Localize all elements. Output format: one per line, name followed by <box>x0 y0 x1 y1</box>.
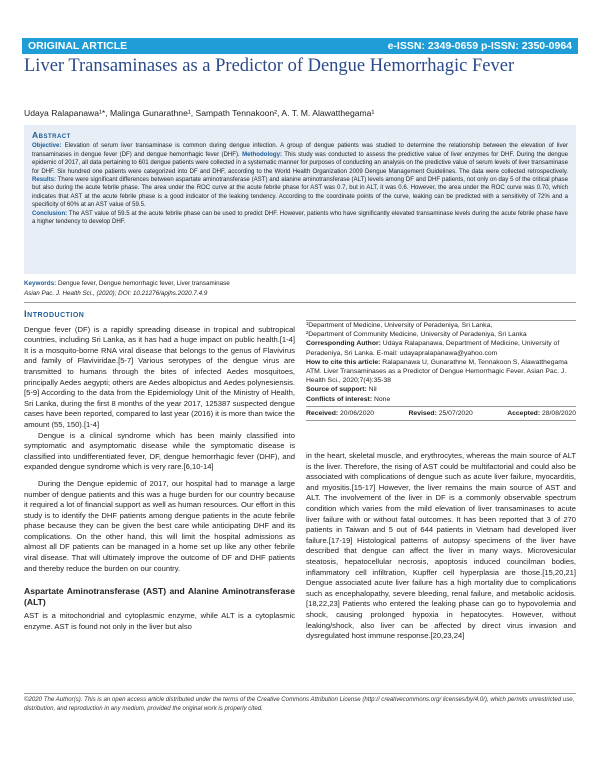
corresponding-text: Udaya Ralapanawa, Department of Medicine, University of Peradeniya, Sri Lanka. E-mail: udayapralapanawa@yahoo.com <box>306 340 560 357</box>
support-label: Source of support: <box>306 386 367 394</box>
abstract-text <box>32 142 568 226</box>
right-column-body <box>306 451 576 642</box>
article-type-label: ORIGINAL ARTICLE <box>28 40 128 52</box>
results-text: There were significant differences between aspartate aminotransferase (AST) and alanine aminotransferase (ALT) levels among DF and DHF patients, not only on day 5 of the critical phase but also during the acute febrile phase. The area under the ROC curve at the acute febrile phase for AST was 0.7, but in ALT, it was 0.6. However, the area under the ROC curve was 0.70, which indicates that AST at the acute febrile phase is a good indicator of the leaking tendency. According to the coordinate points of the curve, leaking can be predicted with a sensitivity of 72% and a specificity of 60% at an AST value of 59.5. <box>32 176 568 209</box>
affiliation-1: ¹Department of Medicine, University of Peradeniya, Sri Lanka, <box>306 322 493 329</box>
left-column <box>24 310 295 632</box>
intro-paragraph-1: Dengue fever (DF) is a rapidly spreading disease in tropical and subtropical countries, including Sri Lanka, as it has had a huge impact on public health.[1-4] It is a mosquito-borne RNA viral disease that belongs to the genus of Flavivirus and family of Flaviviridae.[5-7] Various serotypes of the dengue virus are transmitted to humans through the bites of infected Aedes mosquitoes, principally Aedes aegypti; others are Aedes albopictus and Aedes polynesiensis.[5-9] According to the data from the Epidemiology Unit of the Ministry of Health, Sri Lanka, during the first 8 months of the year 2017, 125387 suspected dengue cases have been reported, compared to last year (2016) it is more than twice the amount (55, 150).[1-4] <box>24 324 295 429</box>
journal-banner <box>22 38 578 54</box>
article-info-box <box>306 320 576 421</box>
keywords-text: Dengue fever, Dengue hemorrhagic fever, Liver transaminase <box>56 280 230 287</box>
divider <box>24 302 576 303</box>
conflict-text: None <box>372 395 391 403</box>
keywords-label: Keywords: <box>24 280 57 287</box>
article-dates <box>306 406 576 421</box>
keywords <box>24 279 230 289</box>
conclusion-label: Conclusion: <box>32 209 68 217</box>
revised-date: 25/07/2020 <box>436 409 473 417</box>
ast-paragraph-1: AST is a mitochondrial and cytoplasmic enzyme, while ALT is a cytoplasmic enzyme. AST is found not only in the liver but also <box>24 611 295 631</box>
journal-citation: Asian Pac. J. Health Sci., (2020); DOI: 10.21276/apjhs.2020.7.4.9 <box>24 290 208 297</box>
methodology-text: This study was conducted to assess the predictive value of liver enzymes for DHF. During the dengue epidemic of 2017, all data pertaining to 601 dengue patients were collected in a systematic manner for purposes of conducting an analysis on the predictive value of serum levels of liver transaminase for DHF. Six hundred one patients were categorized into DF and DHF, according to the World Health Organization 2009 Dengue Management Guidelines. The data were collected retrospectively. <box>32 150 568 175</box>
right-paragraph-1: in the heart, skeletal muscle, and erythrocytes, whereas the main source of ALT is the liver. Therefore, the rising of AST could be multifactorial and could also be associated with complications of dengue such as acute liver failure, myocarditis, and myositis.[15-17] However, the liver remains the main source of AST and ALT. The involvement of the liver in DF is a commonly observable spectrum condition which varies from the mild elevation of liver transaminases to acute liver failure with or without fatal outcomes. It has been reported that 3 of 270 patients in Taiwan and 5 out of 644 patients in Vietnam had developed liver failure.[17-19] Histological patterns of autopsy specimens of the liver have described that dengue can affect the liver in many ways. Microvesicular steatosis, hepatocellular necrosis, apoptosis induced councilman bodies, inflammatory cell infiltration, Kupffer cell hyperplasia are those.[15,20,21] Dengue associated acute liver failure has a high mortality due to complications such as encephalopathy, severe bleeding, renal failure, and metabolic acidosis.[18,22,23] Patients who entered the leaking phase can go to hypovolemia and shock, causing prolonged hypoxia in hepatocytes. However, without leaking/shock, also liver can be affected by direct virus invasion and dysregulated host immune response.[20,23,24] <box>306 451 576 641</box>
cite-label: How to cite this article: <box>306 358 381 366</box>
introduction-heading: Introduction <box>24 309 85 320</box>
conclusion-text: The AST value of 59.5 at the acute febrile phase can be used to predict DHF. However, patients who have significantly elevated transaminase levels during the acute febrile phase have a higher tendency to develop DHF. <box>32 209 568 226</box>
results-label: Results: <box>32 176 57 184</box>
license-footer: ©2020 The Author(s). This is an open access article distributed under the terms of the Creative Commons Attribution License (http:// creativecommons.org/ licenses/by/4.0/), which permits unrestricted use, distribution, and reproduction in any medium, provided the original work is properly cited. <box>24 696 575 712</box>
issn-label: e-ISSN: 2349-0659 p-ISSN: 2350-0964 <box>387 40 572 52</box>
accepted-label: Accepted: <box>507 409 541 417</box>
support-text: Nil <box>366 386 377 394</box>
conflict-label: Conflicts of interest: <box>306 395 373 403</box>
article-title: Liver Transaminases as a Predictor of Dengue Hemorrhagic Fever <box>24 56 515 76</box>
revised-label: Revised: <box>408 409 437 417</box>
abstract-heading: Abstract <box>32 130 71 140</box>
received-date: 20/06/2020 <box>338 409 375 417</box>
author-list: Udaya Ralapanawa¹*, Malinga Gunarathne¹, Sampath Tennakoon², A. T. M. Alawatthegama¹ <box>24 108 375 118</box>
methodology-label: Methodology: <box>242 150 283 158</box>
footer-divider <box>24 693 576 694</box>
intro-paragraph-3: During the Dengue epidemic of 2017, our hospital had to manage a large number of dengue patients and this was a huge burden for our country because it required a lot of financial support as well as human resources. Our effort in this study is to identify the DHF patients among dengue patients in the acute febrile phase because they can be given the best care while anticipating DHF and its complications. On the other hand, this will limit the hospital admissions as almost all DF patients can be managed in a home set up like any other febrile viral disease. That will ultimately improve the outcome of DF and DHF patients and thereby reduce the burden on our country. <box>24 478 295 573</box>
cite-text: Ralapanawa U, Gunarathne M, Tennakoon S, Alawatthegama ATM. Liver Transaminases as a Predictor of Dengue Hemorrhagic Fever. Asian Pac. J. Health Sci., 2020;7(4):35-38 <box>306 358 568 385</box>
intro-paragraph-2: Dengue is a clinical syndrome which has been mainly classified into symptomatic and asymptomatic disease while the symptomatic disease is classified into undifferentiated fever, DF, dengue hemorrhagic fever (DHF), and expanded dengue syndrome which is very rare.[6,10-14] <box>24 430 295 472</box>
received-label: Received: <box>306 409 339 417</box>
corresponding-label: Corresponding Author: <box>306 340 381 348</box>
accepted-date: 28/08/2020 <box>540 409 576 417</box>
objective-label: Objective: <box>32 142 62 150</box>
ast-alt-heading: Aspartate Aminotransferase (AST) and Alanine Aminotransferase (ALT) <box>24 586 295 608</box>
affiliation-2: ²Department of Community Medicine, University of Peradeniya, Sri Lanka <box>306 331 527 339</box>
objective-text: Elevation of serum liver transaminase is common during dengue infection. A group of dengue patients was studied to determine the relationship between the elevation of liver transaminases in dengue fever (DF) and dengue hemorrhagic fever (DHF). <box>32 142 568 158</box>
abstract-box <box>24 125 576 274</box>
